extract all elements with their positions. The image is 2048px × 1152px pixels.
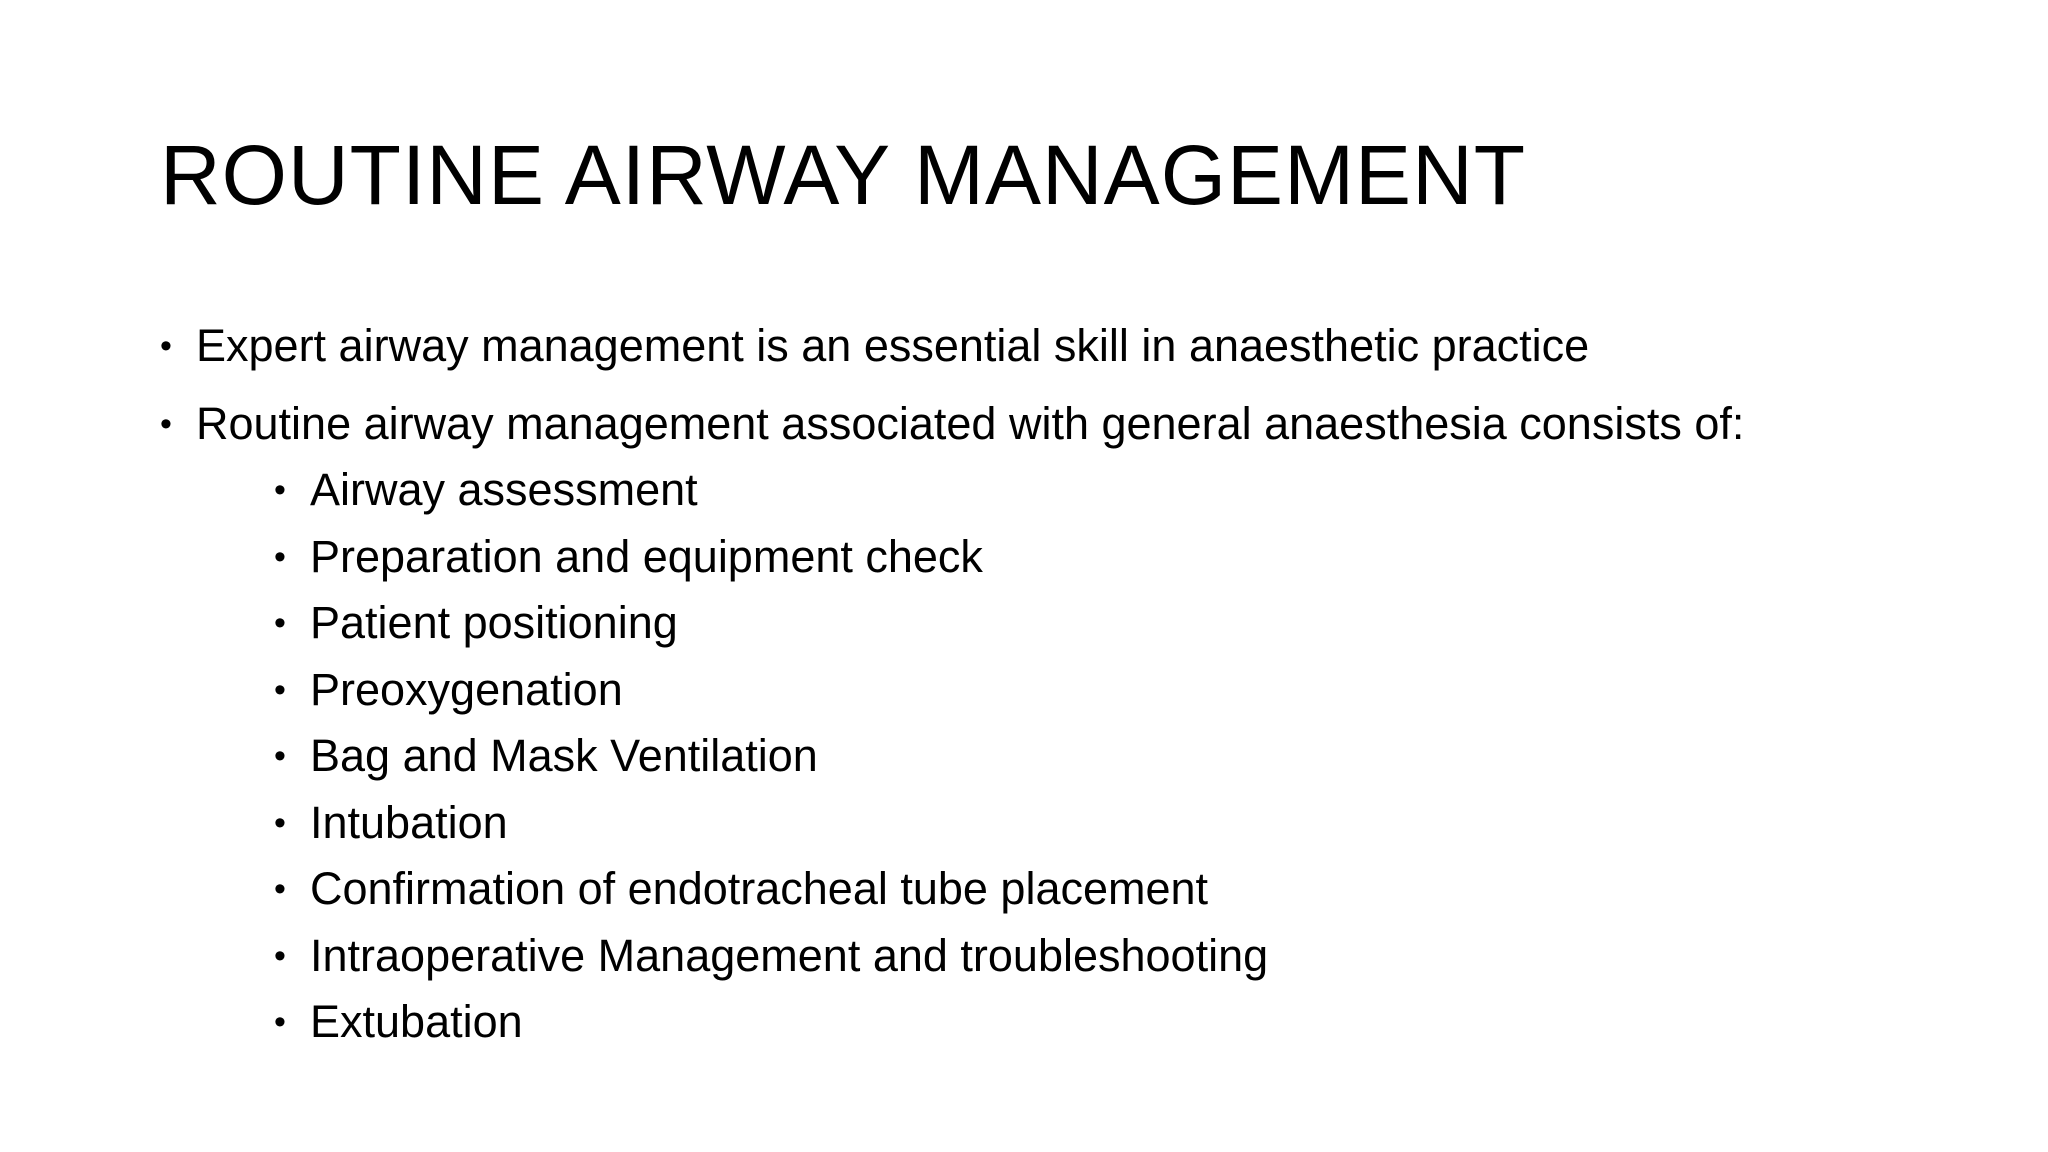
sub-bullet-item [274, 723, 1980, 790]
bullet-dot-icon: • [274, 604, 286, 642]
sub-bullet-text: Airway assessment [310, 464, 698, 515]
sub-bullet-text: Bag and Mask Ventilation [310, 730, 818, 781]
sub-bullet-text: Preoxygenation [310, 663, 623, 715]
sub-bullet-item [274, 790, 1980, 857]
bullet-dot-icon: • [274, 1003, 286, 1041]
bullet-item [160, 315, 1980, 377]
sub-bullet-item [274, 923, 1980, 990]
bullet-dot-icon: • [160, 405, 172, 443]
sub-bullet-text: Intraoperative Management and troubleshooting [310, 929, 1269, 981]
bullet-dot-icon: • [274, 471, 286, 509]
sub-bullet-text: Extubation [310, 996, 523, 1047]
sub-bullet-text: Patient positioning [310, 597, 678, 648]
bullet-dot-icon: • [160, 327, 172, 365]
sub-bullet-item [274, 657, 1980, 724]
bullet-dot-icon: • [274, 737, 286, 775]
sub-bullet-list [196, 457, 1980, 1056]
sub-bullet-item [274, 856, 1980, 923]
bullet-dot-icon: • [274, 537, 286, 576]
sub-bullet-text: Confirmation of endotracheal tube placement [310, 863, 1209, 914]
bullet-dot-icon: • [274, 670, 286, 709]
sub-bullet-item [274, 590, 1980, 657]
slide-title: ROUTINE AIRWAY MANAGEMENT [160, 128, 1527, 222]
bullet-dot-icon: • [274, 936, 286, 975]
sub-bullet-text: Intubation [310, 796, 508, 848]
bullet-dot-icon: • [274, 870, 286, 908]
bullet-item [160, 393, 1980, 1056]
bullet-text: Routine airway management associated with general anaesthesia consists of: [196, 398, 1745, 449]
sub-bullet-item [274, 524, 1980, 591]
sub-bullet-text: Preparation and equipment check [310, 530, 983, 582]
bullet-dot-icon: • [274, 803, 286, 842]
bullet-text: Expert airway management is an essential skill in anaesthetic practice [196, 320, 1590, 371]
sub-bullet-item [274, 989, 1980, 1056]
bullet-list [160, 315, 1980, 1072]
sub-bullet-item [274, 457, 1980, 524]
